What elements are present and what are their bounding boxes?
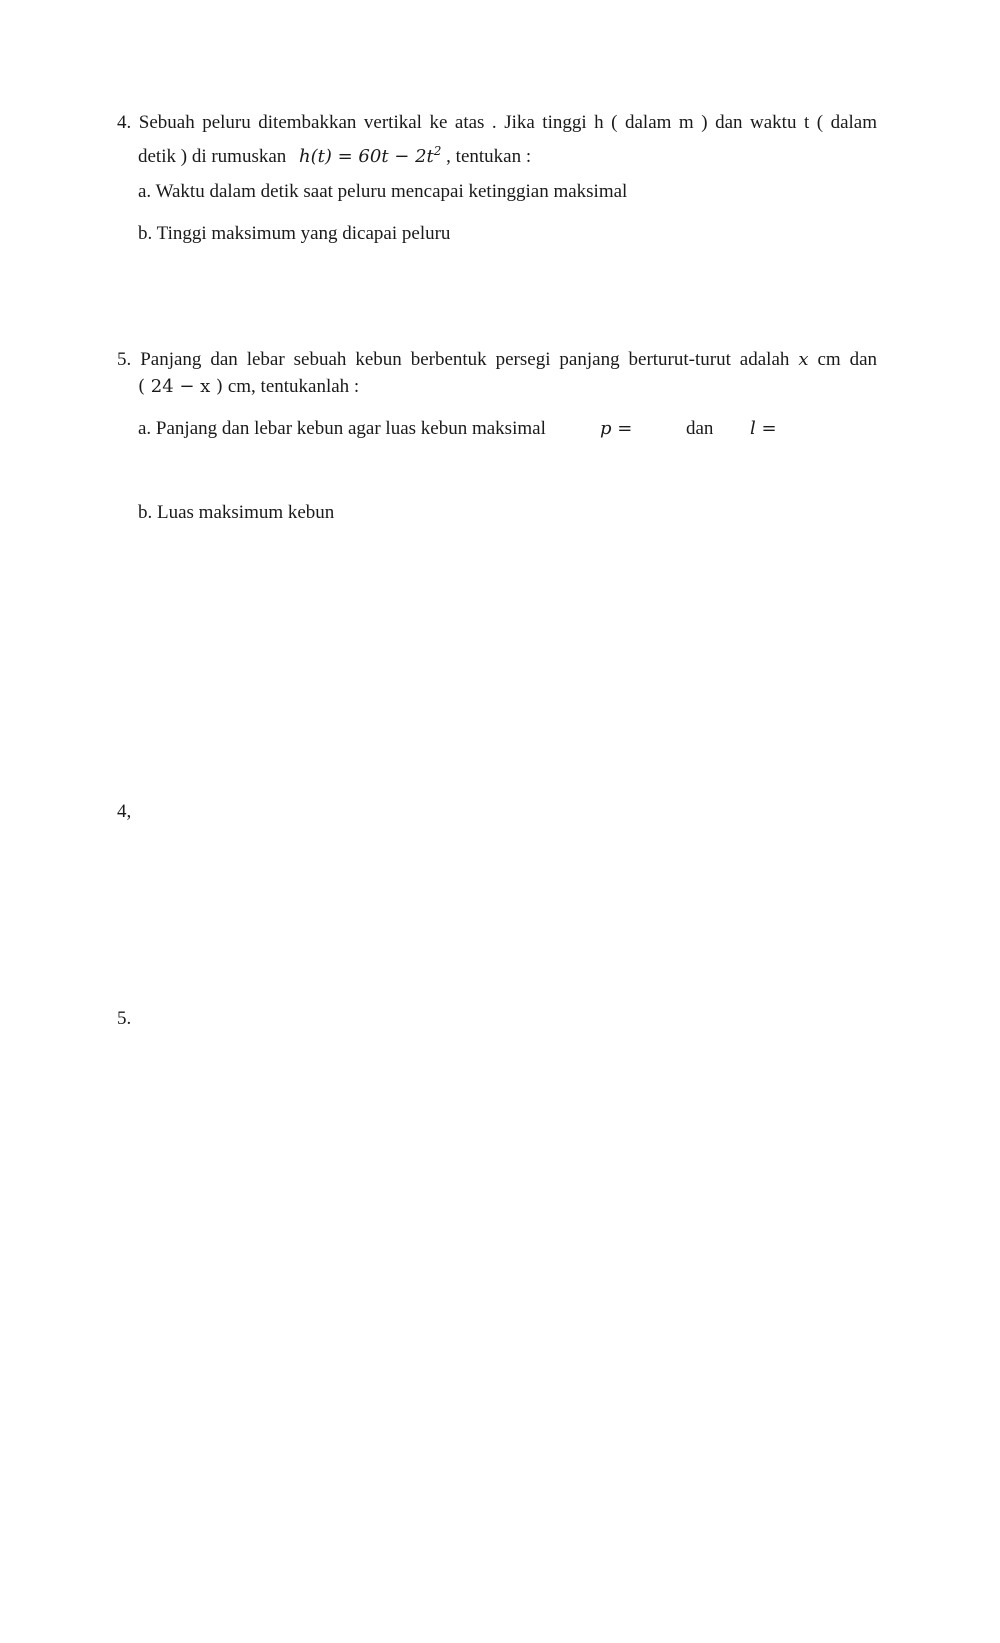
q5-stem-line1-end: cm dan — [817, 349, 878, 370]
q5-line2 — [138, 375, 359, 399]
q5-var-x: x — [798, 349, 809, 370]
q4-stem-line2-end: , tentukan : — [446, 146, 532, 167]
q4-number: 4. — [117, 112, 132, 133]
q5-dan: dan — [686, 418, 714, 439]
q5-item-a: a. Panjang dan lebar kebun agar luas kebun maksimal — [138, 418, 546, 439]
q5-stem-line2: cm, tentukanlah : — [227, 376, 360, 397]
q5-p-label: p = — [600, 418, 633, 439]
q5-number: 5. — [117, 349, 132, 370]
q5-line1 — [117, 348, 877, 372]
q5-l-label: l = — [750, 418, 777, 439]
answer-label-5: 5. — [117, 1008, 132, 1029]
q5-expression: ( 24 − x ) — [138, 376, 224, 397]
q4-item-b: b. Tinggi maksimum yang dicapai peluru — [138, 223, 451, 244]
q4-stem-line2: detik ) di rumuskan — [138, 146, 287, 167]
q4-formula: $h(t) = 60t - 2t^2$ — [299, 144, 442, 167]
q4-line2 — [138, 139, 531, 169]
answer-label-4: 4, — [117, 801, 132, 822]
q4-line1 — [117, 111, 877, 135]
q5-item-b: b. Luas maksimum kebun — [138, 502, 335, 523]
q4-item-a: a. Waktu dalam detik saat peluru mencapai ketinggian maksimal — [138, 181, 628, 202]
q5-stem-line1: Panjang dan lebar sebuah kebun berbentuk persegi panjang berturut-turut adalah — [140, 349, 790, 370]
q4-stem-line1: Sebuah peluru ditembakkan vertikal ke atas . Jika tinggi h ( dalam m ) dan waktu t ( dalam — [138, 112, 877, 133]
